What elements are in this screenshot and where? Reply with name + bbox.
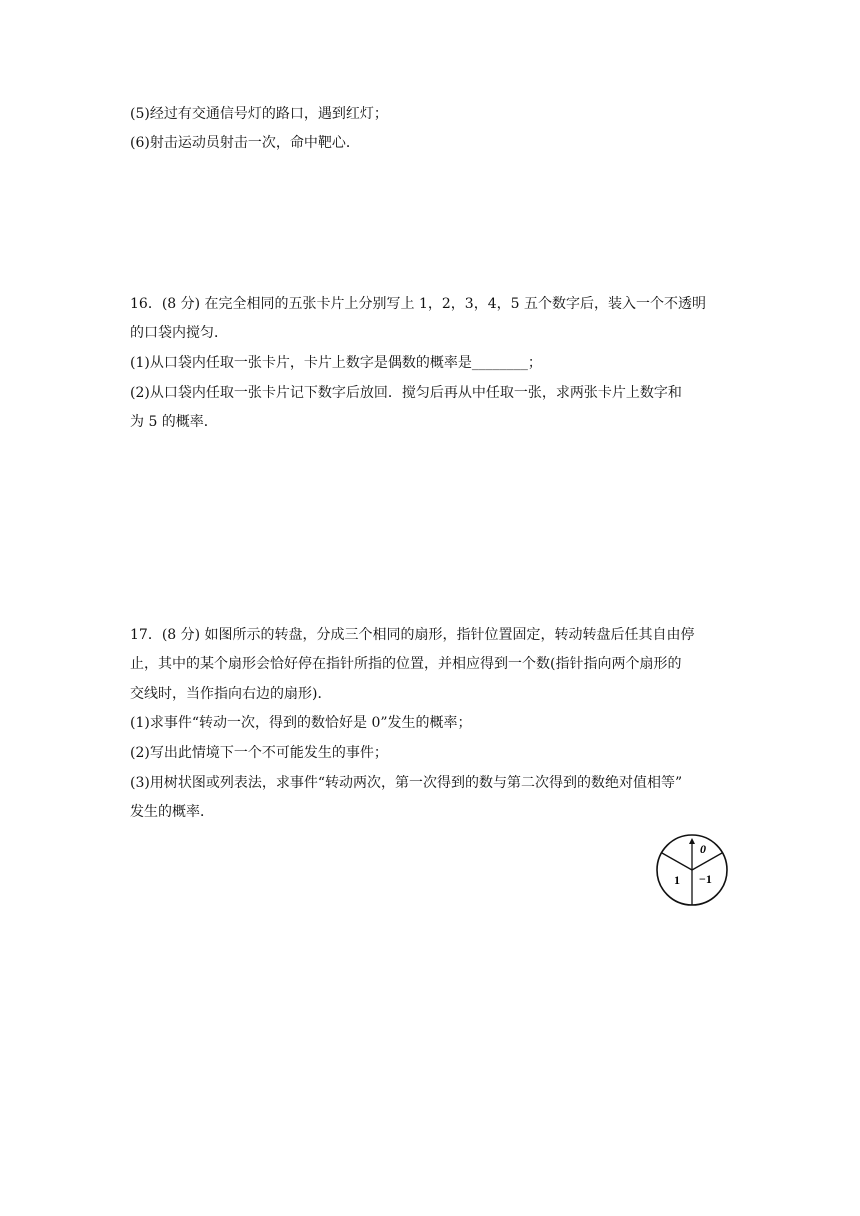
q16-part-1: (1)从口袋内任取一张卡片，卡片上数字是偶数的概率是________；	[130, 355, 542, 371]
q16-part-2-line-1: (2)从口袋内任取一张卡片记下数字后放回．搅匀后再从中任取一张，求两张卡片上数字和	[130, 385, 682, 401]
spinner-figure	[654, 832, 730, 908]
q16-stem-line-2: 的口袋内搅匀．	[130, 325, 228, 341]
spinner-divider-left	[662, 853, 692, 870]
q17-part-2: (2)写出此情境下一个不可能发生的事件；	[130, 745, 388, 761]
q17-stem-line-2: 止，其中的某个扇形会恰好停在指针所指的位置，并相应得到一个数(指针指向两个扇形的	[130, 656, 682, 672]
q17-stem-line-1: 17．(8 分) 如图所示的转盘，分成三个相同的扇形，指针位置固定，转动转盘后任其自由停	[130, 627, 695, 643]
q16-stem-line-1: 16．(8 分) 在完全相同的五张卡片上分别写上 1，2，3，4，5 五个数字后，装入一个不透明	[130, 296, 706, 312]
spinner-label-right: −1	[699, 872, 712, 886]
q15-item-5: (5)经过有交通信号灯的路口，遇到红灯；	[130, 106, 388, 122]
q17-part-3-line-2: 发生的概率．	[130, 804, 214, 820]
q17-stem-line-3: 交线时，当作指向右边的扇形)．	[130, 686, 332, 702]
q17-part-1: (1)求事件“转动一次，得到的数恰好是 0”发生的概率；	[130, 715, 472, 731]
pointer-arrow-icon	[689, 838, 695, 844]
spinner-divider-right	[692, 853, 722, 870]
q15-item-6: (6)射击运动员射击一次，命中靶心．	[130, 135, 360, 151]
q16-part-2-line-2: 为 5 的概率．	[130, 414, 218, 430]
spinner-label-top: 0	[700, 842, 706, 856]
q17-part-3-line-1: (3)用树状图或列表法，求事件“转动两次，第一次得到的数与第二次得到的数绝对值相等”	[130, 775, 683, 791]
spinner-label-left: 1	[674, 873, 680, 887]
spinner-svg	[654, 832, 730, 908]
